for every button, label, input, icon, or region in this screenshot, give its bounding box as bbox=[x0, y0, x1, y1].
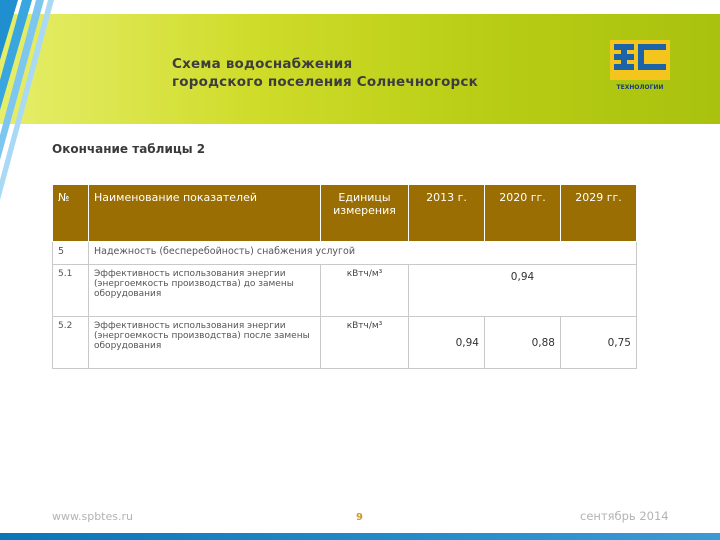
row-unit: кВтч/м³ bbox=[321, 317, 409, 369]
decorative-stripes bbox=[0, 0, 60, 200]
indicators-table bbox=[52, 184, 637, 369]
table-section-row bbox=[53, 242, 637, 265]
header-2020: 2020 гг. bbox=[485, 185, 561, 242]
page-number: 9 bbox=[356, 512, 363, 523]
row-unit: кВтч/м³ bbox=[321, 265, 409, 317]
table-header-row bbox=[53, 185, 637, 242]
top-white-band bbox=[0, 0, 720, 14]
table-row bbox=[53, 317, 637, 369]
title-line-1: Схема водоснабжения bbox=[172, 56, 353, 72]
logo-caption: ТЕХНОЛОГИИ bbox=[616, 84, 664, 91]
row-value-2013: 0,94 bbox=[409, 317, 485, 369]
title-line-2: городского поселения Солнечногорск bbox=[172, 74, 478, 90]
table-caption: Окончание таблицы 2 bbox=[52, 142, 206, 156]
row-num: 5.2 bbox=[53, 317, 89, 369]
row-merged-value: 0,94 bbox=[409, 265, 637, 317]
bottom-accent-bar bbox=[0, 533, 720, 540]
row-value-2020: 0,88 bbox=[485, 317, 561, 369]
header-unit: Единицы измерения bbox=[321, 185, 409, 242]
footer-date: сентябрь 2014 bbox=[580, 509, 669, 523]
page-title bbox=[172, 55, 478, 91]
section-num: 5 bbox=[53, 242, 89, 265]
row-value-2029: 0,75 bbox=[561, 317, 637, 369]
row-name: Эффективность использования энергии (энергоемкость производства) до замены оборудования bbox=[89, 265, 321, 317]
header-name: Наименование показателей bbox=[89, 185, 321, 242]
section-name: Надежность (бесперебойность) снабжения услугой bbox=[89, 242, 637, 265]
footer-website-link[interactable]: www.spbtes.ru bbox=[52, 510, 133, 523]
row-num: 5.1 bbox=[53, 265, 89, 317]
header-2013: 2013 г. bbox=[409, 185, 485, 242]
row-name: Эффективность использования энергии (энергоемкость производства) после замены оборудования bbox=[89, 317, 321, 369]
header-num: № bbox=[53, 185, 89, 242]
header-2029: 2029 гг. bbox=[561, 185, 637, 242]
table-row bbox=[53, 265, 637, 317]
